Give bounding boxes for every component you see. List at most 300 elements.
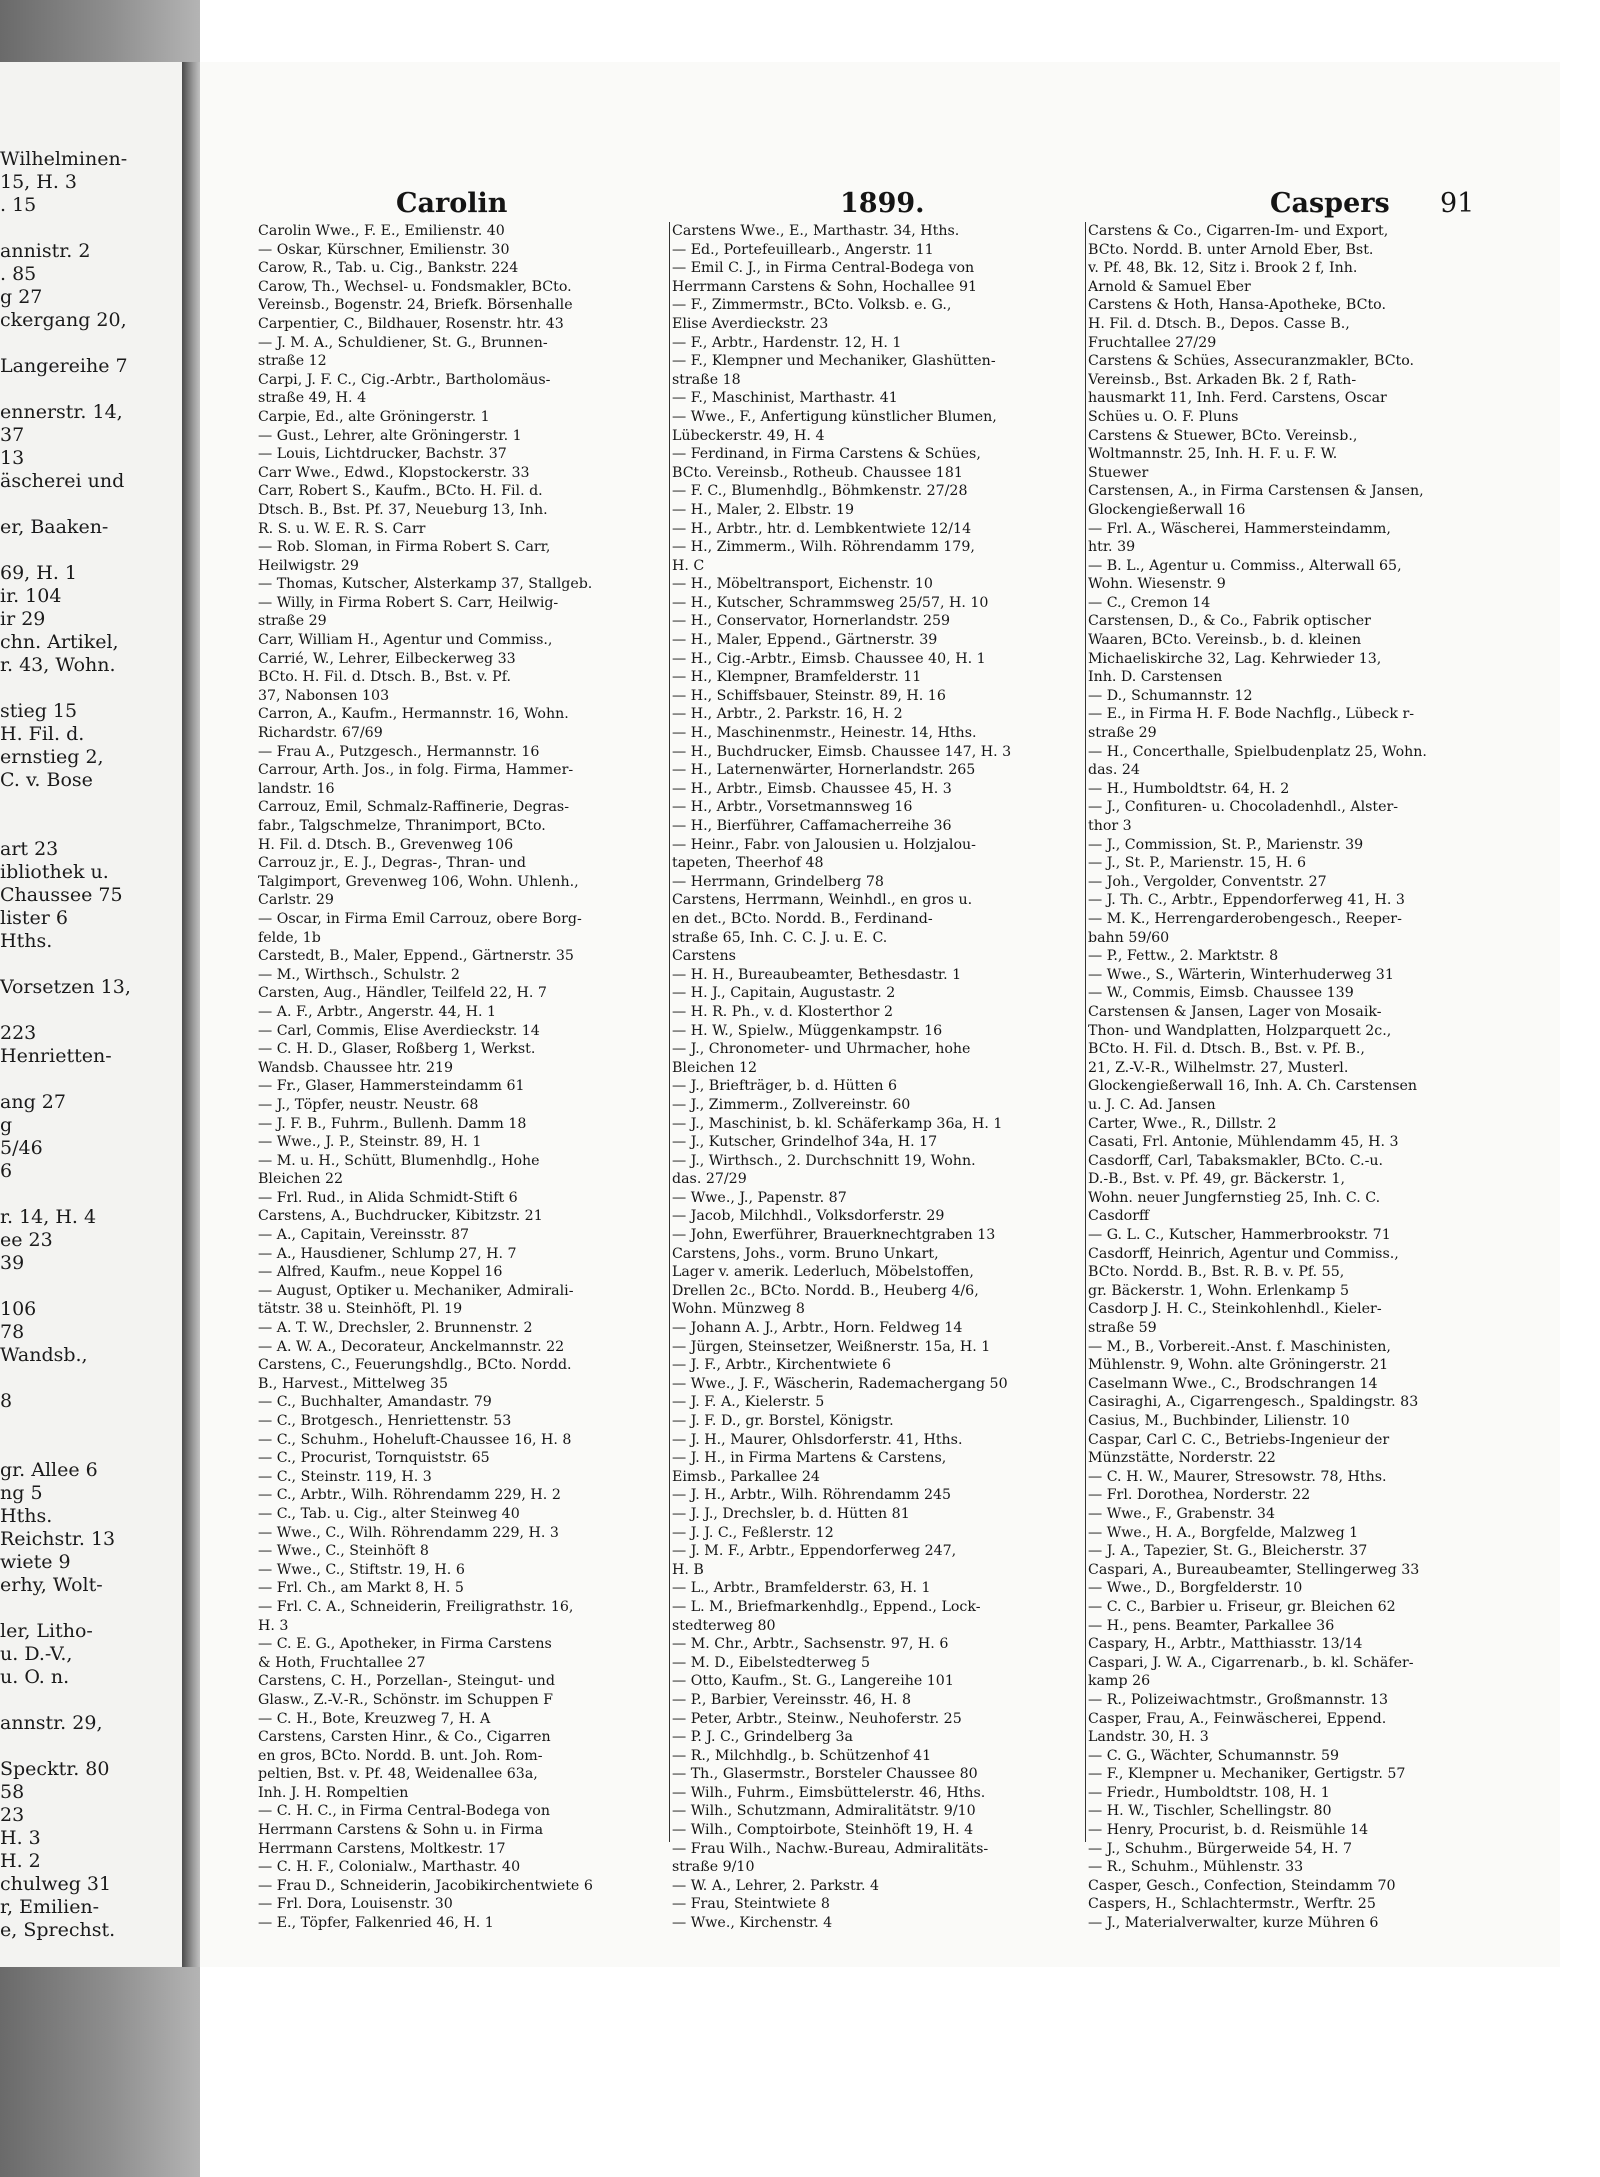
- directory-entry-line: fabr., Talgschmelze, Thranimport, BCto.: [258, 818, 546, 834]
- directory-entry-line: BCto. Nordd. B. unter Arnold Eber, Bst.: [1088, 241, 1374, 258]
- left-page-text-fragment: äscherei und: [0, 470, 125, 492]
- directory-entry-line: — Ed., Portefeuillearb., Angerstr. 11: [672, 241, 934, 258]
- directory-entry-line: — Frl. Ch., am Markt 8, H. 5: [258, 1580, 464, 1597]
- left-page-text-fragment: 39: [0, 1252, 25, 1274]
- directory-entry-line: — Frl. C. A., Schneiderin, Freiligrathstr. 16,: [258, 1598, 574, 1615]
- directory-entry-line: hausmarkt 11, Inh. Ferd. Carstens, Oscar: [1088, 390, 1387, 407]
- directory-entry-line: tapeten, Theerhof 48: [672, 855, 824, 872]
- directory-entry-line: Inh. J. H. Rompeltien: [258, 1784, 409, 1801]
- directory-entry-line: Casper, Frau, A., Feinwäscherei, Eppend.: [1088, 1710, 1387, 1727]
- directory-entry-line: — P. J. C., Grindelberg 3a: [672, 1729, 854, 1746]
- directory-entry-line: Caspers, H., Schlachtermstr., Werftr. 25: [1088, 1896, 1376, 1913]
- directory-entry-line: — G. L. C., Kutscher, Hammerbrookstr. 71: [1088, 1227, 1391, 1244]
- directory-entry-line: — Th., Glasermstr., Borsteler Chaussee 80: [672, 1766, 978, 1783]
- directory-entry-line: straße 12: [258, 353, 327, 370]
- directory-entry-line: felde, 1b: [258, 929, 321, 946]
- directory-entry-line: Carstens, Carsten Hinr., & Co., Cigarren: [258, 1729, 551, 1746]
- directory-entry-line: en gros, BCto. Nordd. B. unt. Joh. Rom-: [258, 1747, 543, 1764]
- directory-entry-line: — A. T. W., Drechsler, 2. Brunnenstr. 2: [258, 1320, 533, 1337]
- directory-entry-line: — Wwe., Kirchenstr. 4: [672, 1915, 833, 1932]
- directory-entry-line: Richardstr. 67/69: [258, 725, 383, 742]
- directory-entry-line: 21, Z.-V.-R., Wilhelmstr. 27, Musterl.: [1088, 1059, 1349, 1076]
- left-page-text-fragment: 23: [0, 1804, 25, 1826]
- directory-entry-line: — J. F. A., Kielerstr. 5: [672, 1394, 825, 1411]
- left-page-text-fragment: Wandsb.,: [0, 1344, 88, 1366]
- directory-entry-line: v. Pf. 48, Bk. 12, Sitz i. Brook 2 f, Inh.: [1088, 260, 1358, 277]
- directory-entry-line: Lager v. amerik. Lederluch, Möbelstoffen,: [672, 1264, 974, 1281]
- directory-entry-line: — August, Optiker u. Mechaniker, Admirali-: [258, 1282, 574, 1299]
- directory-entry-line: Wohn. Wiesenstr. 9: [1088, 576, 1226, 593]
- left-page-text-fragment: Hths.: [0, 1505, 53, 1527]
- left-page-text-fragment: u. D.-V.,: [0, 1643, 73, 1665]
- directory-entry-line: — J., Commission, St. P., Marienstr. 39: [1088, 836, 1364, 853]
- directory-entry-line: — H., Arbtr., htr. d. Lembkentwiete 12/14: [672, 520, 972, 537]
- directory-entry-line: Carstens, Johs., vorm. Bruno Unkart,: [672, 1245, 939, 1262]
- directory-entry-line: — Frl. Dora, Louisenstr. 30: [258, 1896, 453, 1913]
- directory-entry-line: — H., Schiffsbauer, Steinstr. 89, H. 16: [672, 687, 946, 704]
- directory-entry-line: — C. H. W., Maurer, Stresowstr. 78, Hths.: [1088, 1468, 1387, 1485]
- directory-entry-line: — Wwe., C., Wilh. Röhrendamm 229, H. 3: [258, 1524, 559, 1541]
- directory-entry-line: Glasw., Z.-V.-R., Schönstr. im Schuppen F: [258, 1691, 553, 1708]
- directory-entry-line: Carpie, Ed., alte Gröningerstr. 1: [258, 408, 490, 425]
- directory-entry-line: — J., Wirthsch., 2. Durchschnitt 19, Wohn.: [672, 1152, 976, 1169]
- directory-entry-line: Carstensen, D., & Co., Fabrik optischer: [1088, 613, 1371, 630]
- directory-entry-line: — F. C., Blumenhdlg., Böhmkenstr. 27/28: [672, 483, 968, 500]
- directory-entry-line: — C., Arbtr., Wilh. Röhrendamm 229, H. 2: [258, 1487, 561, 1504]
- directory-entry-line: — J., Chronometer- und Uhrmacher, hohe: [672, 1041, 971, 1058]
- directory-entry-line: Carstens: [672, 948, 736, 965]
- directory-entry-line: — H., Zimmerm., Wilh. Röhrendamm 179,: [672, 539, 975, 556]
- directory-entry-line: — Rob. Sloman, in Firma Robert S. Carr,: [258, 539, 551, 556]
- directory-entry-line: — Wilh., Schutzmann, Admiralitätstr. 9/10: [672, 1803, 976, 1820]
- directory-entry-line: — Wwe., F., Anfertigung künstlicher Blumen,: [672, 408, 997, 425]
- directory-entry-line: — Wwe., J. F., Wäscherin, Rademachergang 50: [672, 1375, 1008, 1392]
- directory-entry-line: — R., Polizeiwachtmstr., Großmannstr. 13: [1088, 1691, 1389, 1708]
- directory-entry-line: Carstedt, B., Maler, Eppend., Gärtnerstr. 35: [258, 948, 574, 965]
- directory-entry-line: Schües u. O. F. Pluns: [1088, 408, 1239, 425]
- directory-entry-line: — Frl. Rud., in Alida Schmidt-Stift 6: [258, 1189, 518, 1206]
- left-page-text-fragment: art 23: [0, 838, 59, 860]
- directory-entry-line: — J. H., Arbtr., Wilh. Röhrendamm 245: [672, 1487, 952, 1504]
- directory-entry-line: — Peter, Arbtr., Steinw., Neuhoferstr. 25: [672, 1710, 962, 1727]
- directory-entry-line: Casati, Frl. Antonie, Mühlendamm 45, H. 3: [1088, 1134, 1399, 1151]
- directory-entry-line: — Jürgen, Steinsetzer, Weißnerstr. 15a, H. 1: [672, 1338, 991, 1355]
- directory-entry-line: Carpentier, C., Bildhauer, Rosenstr. htr. 43: [258, 315, 564, 332]
- left-page-text-fragment: H. Fil. d.: [0, 723, 85, 745]
- directory-entry-line: Vereinsb., Bst. Arkaden Bk. 2 f, Rath-: [1088, 371, 1357, 388]
- directory-entry-line: — F., Klempner und Mechaniker, Glashütten-: [672, 353, 996, 370]
- column-1: [258, 222, 668, 1933]
- directory-entry-line: das. 24: [1088, 762, 1140, 779]
- left-page-text-fragment: . 15: [0, 194, 37, 216]
- left-page-text-fragment: . 85: [0, 263, 37, 285]
- left-page-text-fragment: 5/46: [0, 1137, 43, 1159]
- directory-entry-line: bahn 59/60: [1088, 929, 1170, 946]
- directory-entry-line: — M. K., Herrengarderobengesch., Reeper-: [1088, 910, 1402, 927]
- directory-entry-line: — Frau D., Schneiderin, Jacobikirchentwiete 6: [258, 1877, 593, 1894]
- directory-entry-line: straße 65, Inh. C. C. J. u. E. C.: [672, 929, 888, 946]
- left-page-text-fragment: chn. Artikel,: [0, 631, 119, 653]
- directory-entry-line: — P., Fettw., 2. Marktstr. 8: [1088, 948, 1279, 965]
- directory-entry-line: Heilwigstr. 29: [258, 557, 359, 574]
- directory-entry-line: Carr, Robert S., Kaufm., BCto. H. Fil. d.: [258, 483, 543, 500]
- directory-entry-line: — H., Concerthalle, Spielbudenplatz 25, Wohn.: [1088, 743, 1427, 760]
- directory-entry-line: Wandsb. Chaussee htr. 219: [258, 1059, 454, 1076]
- directory-entry-line: — C. E. G., Apotheker, in Firma Carstens: [258, 1636, 552, 1653]
- directory-entry-line: — J., Confituren- u. Chocoladenhdl., Alster-: [1088, 799, 1399, 816]
- directory-entry-line: Caspari, J. W. A., Cigarrenarb., b. kl. Schäfer-: [1088, 1654, 1414, 1671]
- directory-entry-line: — M., B., Vorbereit.-Anst. f. Maschinisten,: [1088, 1338, 1391, 1355]
- directory-entry-line: — D., Schumannstr. 12: [1088, 687, 1253, 704]
- directory-entry-line: Caspari, A., Bureaubeamter, Stellingerweg 33: [1088, 1561, 1420, 1578]
- directory-entry-line: — H. W., Tischler, Schellingstr. 80: [1088, 1803, 1332, 1820]
- directory-entry-line: Waaren, BCto. Vereinsb., b. d. kleinen: [1088, 632, 1362, 649]
- directory-entry-line: Casper, Gesch., Confection, Steindamm 70: [1088, 1877, 1396, 1894]
- directory-entry-line: Fruchtallee 27/29: [1088, 334, 1217, 351]
- directory-entry-line: — J. J. C., Feßlerstr. 12: [672, 1524, 834, 1541]
- directory-entry-line: — Louis, Lichtdrucker, Bachstr. 37: [258, 446, 507, 463]
- left-page-fragment: [0, 62, 182, 1967]
- left-page-text-fragment: e, Sprechst.: [0, 1919, 116, 1941]
- directory-entry-line: Carrié, W., Lehrer, Eilbeckerweg 33: [258, 650, 516, 667]
- directory-entry-line: — H., Arbtr., Eimsb. Chaussee 45, H. 3: [672, 780, 952, 797]
- left-page-text-fragment: r. 14, H. 4: [0, 1206, 97, 1228]
- directory-entry-line: H. 3: [258, 1617, 289, 1634]
- directory-entry-line: Carter, Wwe., R., Dillstr. 2: [1088, 1115, 1277, 1132]
- directory-entry-line: Carpi, J. F. C., Cig.-Arbtr., Bartholomäus-: [258, 371, 551, 388]
- directory-entry-line: — Frau, Steintwiete 8: [672, 1896, 830, 1913]
- left-page-text-fragment: ernstieg 2,: [0, 746, 104, 768]
- directory-entry-line: — J., Materialverwalter, kurze Mühren 6: [1088, 1915, 1379, 1932]
- directory-entry-line: & Hoth, Fruchtallee 27: [258, 1654, 426, 1671]
- directory-entry-line: Carolin Wwe., F. E., Emilienstr. 40: [258, 223, 505, 239]
- left-page-text-fragment: H. 2: [0, 1850, 41, 1872]
- directory-entry-line: — F., Zimmermstr., BCto. Volksb. e. G.,: [672, 297, 952, 314]
- directory-entry-line: — Herrmann, Grindelberg 78: [672, 873, 884, 890]
- directory-entry-line: Münzstätte, Norderstr. 22: [1088, 1450, 1276, 1467]
- directory-entry-line: Landstr. 30, H. 3: [1088, 1729, 1209, 1746]
- left-page-text-fragment: 13: [0, 447, 25, 469]
- directory-entry-line: — Wwe., J. P., Steinstr. 89, H. 1: [258, 1134, 482, 1151]
- directory-entry-line: Carr Wwe., Edwd., Klopstockerstr. 33: [258, 464, 530, 481]
- directory-entry-line: — H., Laternenwärter, Hornerlandstr. 265: [672, 762, 976, 779]
- directory-entry-line: Casius, M., Buchbinder, Lilienstr. 10: [1088, 1413, 1350, 1429]
- directory-entry-line: — J. Th. C., Arbtr., Eppendorferweg 41, H. 3: [1088, 892, 1405, 909]
- left-page-text-fragment: erhy, Wolt-: [0, 1574, 103, 1596]
- directory-entry-line: — A. W. A., Decorateur, Anckelmannstr. 22: [258, 1338, 565, 1355]
- left-page-text-fragment: Henrietten-: [0, 1045, 112, 1067]
- directory-entry-line: Carrouz jr., E. J., Degras-, Thran- und: [258, 855, 527, 872]
- left-page-text-fragment: 6: [0, 1160, 13, 1182]
- directory-entry-line: — F., Maschinist, Marthastr. 41: [672, 390, 898, 407]
- directory-entry-line: Wohn. neuer Jungfernstieg 25, Inh. C. C.: [1088, 1189, 1381, 1206]
- directory-entry-line: u. J. C. Ad. Jansen: [1088, 1096, 1216, 1113]
- left-page-text-fragment: ir. 104: [0, 585, 62, 607]
- left-page-text-fragment: ler, Litho-: [0, 1620, 93, 1642]
- directory-entry-line: — M. u. H., Schütt, Blumenhdlg., Hohe: [258, 1152, 540, 1169]
- left-page-text-fragment: wiete 9: [0, 1551, 71, 1573]
- left-page-text-fragment: annistr. 2: [0, 240, 91, 262]
- directory-entry-line: — J., Briefträger, b. d. Hütten 6: [672, 1078, 898, 1095]
- directory-entry-line: Carrouz, Emil, Schmalz-Raffinerie, Degras-: [258, 799, 569, 816]
- directory-entry-line: Casdorff, Carl, Tabaksmakler, BCto. C.-u.: [1088, 1152, 1384, 1169]
- directory-entry-line: — L. M., Briefmarkenhdlg., Eppend., Lock-: [672, 1598, 981, 1615]
- directory-entry-line: Casdorp J. H. C., Steinkohlenhdl., Kieler-: [1088, 1301, 1382, 1318]
- directory-entry-line: Carow, Th., Wechsel- u. Fondsmakler, BCto.: [258, 278, 572, 295]
- directory-entry-line: Carstens & Schües, Assecuranzmakler, BCto.: [1088, 353, 1415, 370]
- directory-entry-line: Herrmann Carstens, Moltkestr. 17: [258, 1840, 506, 1857]
- directory-entry-line: — J. M. A., Schuldiener, St. G., Brunnen-: [258, 334, 548, 351]
- left-page-text-fragment: ng 5: [0, 1482, 43, 1504]
- directory-entry-line: Carlstr. 29: [258, 892, 334, 909]
- directory-entry-line: — Wwe., D., Borgfelderstr. 10: [1088, 1580, 1303, 1597]
- directory-entry-line: Caspar, Carl C. C., Betriebs-Ingenieur der: [1088, 1431, 1390, 1448]
- directory-entry-line: — Jacob, Milchhdl., Volksdorferstr. 29: [672, 1208, 945, 1225]
- left-page-text-fragment: 15, H. 3: [0, 171, 77, 193]
- directory-entry-line: — J., Zimmerm., Zollvereinstr. 60: [672, 1096, 911, 1113]
- directory-entry-line: — Johann A. J., Arbtr., Horn. Feldweg 14: [672, 1320, 963, 1337]
- left-page-text-fragment: 106: [0, 1298, 37, 1320]
- left-page-text-fragment: Chaussee 75: [0, 884, 123, 906]
- directory-entry-line: — C. G., Wächter, Schumannstr. 59: [1088, 1747, 1340, 1764]
- left-page-text-fragment: ir 29: [0, 608, 46, 630]
- directory-entry-line: Dtsch. B., Bst. Pf. 37, Neueburg 13, Inh.: [258, 501, 548, 518]
- directory-entry-line: Carstens, A., Buchdrucker, Kibitzstr. 21: [258, 1208, 543, 1225]
- directory-entry-line: BCto. Vereinsb., Rotheub. Chaussee 181: [672, 464, 963, 481]
- directory-entry-line: — F., Klempner u. Mechaniker, Gertigstr. 57: [1088, 1766, 1406, 1783]
- directory-entry-line: — C., Tab. u. Cig., alter Steinweg 40: [258, 1505, 520, 1522]
- directory-entry-line: — H., Cig.-Arbtr., Eimsb. Chaussee 40, H. 1: [672, 650, 986, 667]
- directory-entry-line: gr. Bäckerstr. 1, Wohn. Erlenkamp 5: [1088, 1282, 1349, 1299]
- directory-entry-line: straße 29: [258, 613, 327, 630]
- directory-entry-line: Herrmann Carstens & Sohn, Hochallee 91: [672, 278, 978, 295]
- left-page-text-fragment: Hths.: [0, 930, 53, 952]
- left-page-text-fragment: Vorsetzen 13,: [0, 976, 131, 998]
- directory-entry-line: Carstens, Herrmann, Weinhdl., en gros u.: [672, 892, 973, 909]
- directory-entry-line: landstr. 16: [258, 780, 335, 797]
- left-page-text-fragment: 223: [0, 1022, 37, 1044]
- left-page-text-fragment: u. O. n.: [0, 1666, 70, 1688]
- left-page-text-fragment: 58: [0, 1781, 25, 1803]
- directory-entry-line: Carstens & Hoth, Hansa-Apotheke, BCto.: [1088, 297, 1386, 314]
- directory-entry-line: — R., Schuhm., Mühlenstr. 33: [1088, 1859, 1304, 1876]
- directory-entry-line: — H. R. Ph., v. d. Klosterthor 2: [672, 1003, 893, 1020]
- directory-entry-line: BCto. Nordd. B., Bst. R. B. v. Pf. 55,: [1088, 1264, 1345, 1281]
- directory-entry-line: Carstensen & Jansen, Lager von Mosaik-: [1088, 1003, 1382, 1020]
- directory-entry-line: Glockengießerwall 16: [1088, 501, 1246, 518]
- directory-entry-line: — W. A., Lehrer, 2. Parkstr. 4: [672, 1877, 880, 1894]
- directory-entry-line: — J., Schuhm., Bürgerweide 54, H. 7: [1088, 1840, 1353, 1857]
- left-page-text-fragment: C. v. Bose: [0, 769, 93, 791]
- directory-entry-line: Casdorff: [1088, 1208, 1150, 1225]
- directory-entry-line: — Wilh., Comptoirbote, Steinhöft 19, H. 4: [672, 1822, 974, 1839]
- directory-entry-line: — E., in Firma H. F. Bode Nachflg., Lübeck r-: [1088, 706, 1415, 723]
- directory-entry-line: — Frl. Dorothea, Norderstr. 22: [1088, 1487, 1311, 1504]
- directory-entry-line: Talgimport, Grevenweg 106, Wohn. Uhlenh.,: [258, 873, 579, 890]
- header-year: 1899.: [840, 188, 925, 219]
- directory-entry-line: H. C: [672, 557, 705, 574]
- directory-entry-line: Woltmannstr. 25, Inh. H. F. u. F. W.: [1088, 446, 1338, 463]
- directory-entry-line: — Wilh., Fuhrm., Eimsbüttelerstr. 46, Hths.: [672, 1784, 986, 1801]
- directory-entry-line: — R., Milchhdlg., b. Schützenhof 41: [672, 1747, 932, 1764]
- directory-entry-line: — J. F. B., Fuhrm., Bullenh. Damm 18: [258, 1115, 527, 1132]
- directory-entry-line: — Heinr., Fabr. von Jalousien u. Holzjalou-: [672, 836, 976, 853]
- directory-entry-line: Caselmann Wwe., C., Brodschrangen 14: [1088, 1375, 1378, 1392]
- directory-entry-line: — J., Kutscher, Grindelhof 34a, H. 17: [672, 1134, 938, 1151]
- directory-entry-line: Stuewer: [1088, 464, 1149, 481]
- directory-entry-line: Carstens, C. H., Porzellan-, Steingut- und: [258, 1673, 555, 1690]
- directory-entry-line: BCto. H. Fil. d. Dtsch. B., Bst. v. Pf.: [258, 669, 511, 686]
- directory-entry-line: — Ferdinand, in Firma Carstens & Schües,: [672, 446, 981, 463]
- directory-entry-line: — H., Kutscher, Schrammsweg 25/57, H. 10: [672, 594, 989, 611]
- directory-entry-line: — C., Cremon 14: [1088, 594, 1211, 611]
- directory-entry-line: — A., Capitain, Vereinsstr. 87: [258, 1227, 470, 1244]
- left-page-text-fragment: 8: [0, 1390, 13, 1412]
- directory-entry-line: Casdorff, Heinrich, Agentur und Commiss.,: [1088, 1245, 1399, 1262]
- directory-entry-line: — Joh., Vergolder, Conventstr. 27: [1088, 873, 1327, 890]
- directory-entry-line: das. 27/29: [672, 1171, 747, 1188]
- directory-entry-line: — Wwe., S., Wärterin, Winterhuderweg 31: [1088, 966, 1394, 983]
- left-page-text-fragment: r. 43, Wohn.: [0, 654, 116, 676]
- directory-entry-line: — J. H., in Firma Martens & Carstens,: [672, 1450, 947, 1467]
- directory-entry-line: Vereinsb., Bogenstr. 24, Briefk. Börsenhalle: [258, 297, 573, 314]
- directory-entry-line: — Willy, in Firma Robert S. Carr, Heilwig-: [258, 594, 559, 611]
- directory-entry-line: — J. F., Arbtr., Kirchentwiete 6: [672, 1357, 891, 1374]
- directory-entry-line: — Oscar, in Firma Emil Carrouz, obere Borg-: [258, 910, 582, 927]
- directory-entry-line: 37, Nabonsen 103: [258, 687, 390, 704]
- directory-entry-line: — H., Humboldtstr. 64, H. 2: [1088, 780, 1290, 797]
- left-page-text-fragment: H. 3: [0, 1827, 41, 1849]
- directory-entry-line: — Frau Wilh., Nachw.-Bureau, Admiralitäts-: [672, 1840, 989, 1857]
- directory-entry-line: — Wwe., C., Steinhöft 8: [258, 1543, 429, 1560]
- directory-entry-line: — Thomas, Kutscher, Alsterkamp 37, Stallgeb.: [258, 576, 593, 593]
- directory-entry-line: — H., Arbtr., 2. Parkstr. 16, H. 2: [672, 706, 903, 723]
- directory-entry-line: — C., Steinstr. 119, H. 3: [258, 1468, 432, 1485]
- directory-entry-line: — H., Arbtr., Vorsetmannsweg 16: [672, 799, 913, 816]
- column-2: [672, 222, 1082, 1933]
- directory-entry-line: — Gust., Lehrer, alte Gröningerstr. 1: [258, 427, 522, 444]
- directory-entry-line: — C., Schuhm., Hoheluft-Chaussee 16, H. 8: [258, 1431, 572, 1448]
- directory-entry-line: Lübeckerstr. 49, H. 4: [672, 427, 825, 444]
- directory-entry-line: — H., Maler, 2. Elbstr. 19: [672, 501, 855, 518]
- left-page-text-fragment: er, Baaken-: [0, 516, 109, 538]
- directory-entry-line: Eimsb., Parkallee 24: [672, 1468, 820, 1485]
- directory-entry-line: — J., St. P., Marienstr. 15, H. 6: [1088, 855, 1307, 872]
- directory-entry-line: Thon- und Wandplatten, Holzparquett 2c.,: [1088, 1022, 1392, 1039]
- directory-entry-line: — H., Möbeltransport, Eichenstr. 10: [672, 576, 933, 593]
- directory-entry-line: — P., Barbier, Vereinsstr. 46, H. 8: [672, 1691, 912, 1708]
- directory-entry-line: — Henry, Procurist, b. d. Reismühle 14: [1088, 1822, 1369, 1839]
- directory-entry-line: — J., Maschinist, b. kl. Schäferkamp 36a, H. 1: [672, 1115, 1003, 1132]
- directory-entry-line: straße 59: [1088, 1320, 1157, 1337]
- directory-entry-line: — F., Arbtr., Hardenstr. 12, H. 1: [672, 334, 902, 351]
- left-page-text-fragment: g 27: [0, 286, 43, 308]
- left-page-text-fragment: 78: [0, 1321, 25, 1343]
- directory-entry-line: — H., Klempner, Bramfelderstr. 11: [672, 669, 922, 686]
- directory-entry-line: Bleichen 12: [672, 1059, 758, 1076]
- directory-entry-line: — E., Töpfer, Falkenried 46, H. 1: [258, 1915, 494, 1932]
- directory-entry-line: straße 29: [1088, 725, 1157, 742]
- directory-entry-line: — Friedr., Humboldtstr. 108, H. 1: [1088, 1784, 1330, 1801]
- directory-entry-line: Herrmann Carstens & Sohn u. in Firma: [258, 1822, 544, 1839]
- directory-entry-line: — J. M. F., Arbtr., Eppendorferweg 247,: [672, 1543, 957, 1560]
- directory-entry-line: — C., Procurist, Tornquiststr. 65: [258, 1450, 490, 1467]
- directory-entry-line: — M. Chr., Arbtr., Sachsenstr. 97, H. 6: [672, 1636, 949, 1653]
- directory-entry-line: stedterweg 80: [672, 1617, 776, 1634]
- directory-entry-line: — C. C., Barbier u. Friseur, gr. Bleichen 62: [1088, 1598, 1396, 1615]
- directory-entry-line: — A., Hausdiener, Schlump 27, H. 7: [258, 1245, 517, 1262]
- directory-entry-line: H. Fil. d. Dtsch. B., Depos. Casse B.,: [1088, 315, 1350, 332]
- directory-entry-line: — Frau A., Putzgesch., Hermannstr. 16: [258, 743, 540, 760]
- directory-entry-line: — Alfred, Kaufm., neue Koppel 16: [258, 1264, 503, 1281]
- directory-entry-line: Arnold & Samuel Eber: [1088, 278, 1251, 295]
- left-page-text-fragment: ibliothek u.: [0, 861, 109, 883]
- left-page-text-fragment: lister 6: [0, 907, 68, 929]
- directory-entry-line: — J. A., Tapezier, St. G., Bleicherstr. 37: [1088, 1543, 1368, 1560]
- directory-entry-line: H. Fil. d. Dtsch. B., Grevenweg 106: [258, 836, 514, 853]
- header-right-keyword: Caspers: [1270, 188, 1390, 219]
- directory-entry-line: R. S. u. W. E. R. S. Carr: [258, 520, 426, 537]
- directory-entry-line: — H., Bierführer, Caffamacherreihe 36: [672, 818, 952, 834]
- directory-entry-line: — Wwe., H. A., Borgfelde, Malzweg 1: [1088, 1524, 1359, 1541]
- directory-entry-line: thor 3: [1088, 818, 1132, 834]
- directory-entry-line: Carstens Wwe., E., Marthastr. 34, Hths.: [672, 223, 960, 239]
- directory-entry-line: — Wwe., F., Grabenstr. 34: [1088, 1505, 1275, 1522]
- directory-entry-line: H. B: [672, 1561, 704, 1578]
- header-left-keyword: Carolin: [396, 188, 508, 219]
- directory-entry-line: — B. L., Agentur u. Commiss., Alterwall 65,: [1088, 557, 1402, 574]
- directory-entry-line: — H., Maler, Eppend., Gärtnerstr. 39: [672, 632, 938, 649]
- column-3: [1088, 222, 1500, 1933]
- directory-entry-line: — J., Töpfer, neustr. Neustr. 68: [258, 1096, 479, 1113]
- directory-entry-line: — C., Brotgesch., Henriettenstr. 53: [258, 1413, 512, 1429]
- directory-entry-line: — J. H., Maurer, Ohlsdorferstr. 41, Hths.: [672, 1431, 963, 1448]
- directory-entry-line: Carr, William H., Agentur und Commiss.,: [258, 632, 553, 649]
- directory-entry-line: Carstens & Stuewer, BCto. Vereinsb.,: [1088, 427, 1358, 444]
- left-page-text-fragment: gr. Allee 6: [0, 1459, 98, 1481]
- directory-entry-line: — H. H., Bureaubeamter, Bethesdastr. 1: [672, 966, 962, 983]
- directory-entry-line: Carrour, Arth. Jos., in folg. Firma, Hammer-: [258, 762, 574, 779]
- left-page-text-fragment: Specktr. 80: [0, 1758, 110, 1780]
- left-page-text-fragment: r, Emilien-: [0, 1896, 100, 1918]
- directory-entry-line: Michaeliskirche 32, Lag. Kehrwieder 13,: [1088, 650, 1382, 667]
- directory-entry-line: — J. J., Drechsler, b. d. Hütten 81: [672, 1505, 910, 1522]
- left-page-text-fragment: Reichstr. 13: [0, 1528, 116, 1550]
- directory-entry-line: B., Harvest., Mittelweg 35: [258, 1375, 449, 1392]
- left-page-text-fragment: ee 23: [0, 1229, 53, 1251]
- directory-entry-line: — Oskar, Kürschner, Emilienstr. 30: [258, 241, 510, 258]
- directory-entry-line: — Fr., Glaser, Hammersteindamm 61: [258, 1078, 525, 1095]
- left-page-text-fragment: 69, H. 1: [0, 562, 77, 584]
- left-page-text-fragment: ang 27: [0, 1091, 66, 1113]
- directory-entry-line: — Carl, Commis, Elise Averdieckstr. 14: [258, 1022, 540, 1039]
- directory-entry-line: kamp 26: [1088, 1673, 1151, 1690]
- directory-entry-line: — L., Arbtr., Bramfelderstr. 63, H. 1: [672, 1580, 931, 1597]
- directory-entry-line: — J. F. D., gr. Borstel, Königstr.: [672, 1413, 894, 1429]
- directory-entry-line: — C. H. C., in Firma Central-Bodega von: [258, 1803, 550, 1820]
- column-divider: [1085, 222, 1086, 1842]
- directory-entry-line: — H., Buchdrucker, Eimsb. Chaussee 147, H. 3: [672, 743, 1012, 760]
- directory-entry-line: — C., Buchhalter, Amandastr. 79: [258, 1394, 492, 1411]
- left-page-text-fragment: annstr. 29,: [0, 1712, 103, 1734]
- directory-entry-line: Carstensen, A., in Firma Carstensen & Jansen,: [1088, 483, 1424, 500]
- directory-entry-line: — A. F., Arbtr., Angerstr. 44, H. 1: [258, 1003, 497, 1020]
- directory-entry-line: — H., pens. Beamter, Parkallee 36: [1088, 1617, 1335, 1634]
- directory-entry-line: Carsten, Aug., Händler, Teilfeld 22, H. 7: [258, 985, 547, 1002]
- directory-entry-line: Elise Averdieckstr. 23: [672, 315, 829, 332]
- directory-entry-line: Carron, A., Kaufm., Hermannstr. 16, Wohn.: [258, 706, 569, 723]
- directory-entry-line: straße 18: [672, 371, 741, 388]
